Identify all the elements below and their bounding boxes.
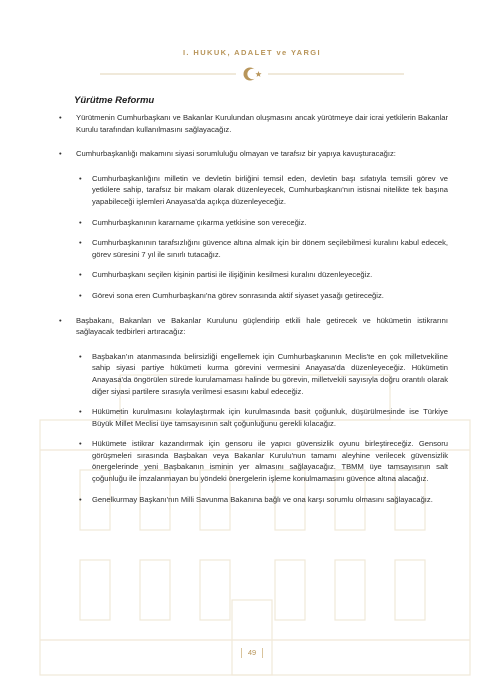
sub-list-item — [76, 438, 448, 484]
bullet: • — [59, 149, 62, 159]
chapter-title: I. HUKUK, ADALET ve YARGI — [182, 48, 322, 57]
bullet: • — [79, 407, 82, 417]
bullet: • — [79, 217, 82, 227]
sub-list-item-text: Cumhurbaşkanının tarafsızlığını güvence altına almak için bir dönem seçilebilmesi kuralını kabul edecek, görev süresini 7 yıl ile sınırlı tutacağız. — [92, 238, 448, 259]
sub-list-item-text: Cumhurbaşkanının kararname çıkarma yetkisine son vereceğiz. — [92, 217, 307, 227]
sub-list-item — [76, 494, 448, 506]
list-item-text: Başbakanı, Bakanları ve Bakanlar Kurulunu güçlendirip etkili hale getirecek ve hükümetin istikrarını sağlayacak tedbirleri artıracağız: — [76, 315, 448, 337]
sub-list-item-text: Hükümete istikrar kazandırmak için gensoru ile yapıcı güvensizlik oyunu birleştireceğiz. Gensoru görüşmeleri sırasında Başbakan veya Bakanlar Kurulu'nun tamamı aleyhine verilecek güvensizlik önergelerinde yeni Başbakanın isminin yer almasını sağlayacağız. TBMM üye tamsayısının salt çoğunluğu ile imzalanmayan bu yöndeki önergelerin işleme konulmamasını güvence altına alacağız. — [92, 439, 448, 484]
sub-list-item — [76, 217, 448, 229]
list-item-text: Yürütmenin Cumhurbaşkanı ve Bakanlar Kurulundan oluşmasını ancak yürütmeye dair icrai yetkilerin Bakanlar Kurulu tarafından kullanılmasını sağlayacağız. — [76, 113, 448, 134]
sub-list-item — [76, 173, 448, 208]
page-number-divider — [241, 648, 242, 658]
page-number — [0, 648, 504, 658]
sub-list-item-text: Başbakan'ın atanmasında belirsizliği engellemek için Cumhurbaşkanının Meclis'te en çok milletvekiline sahip siyasi partiye hükümeti kurma görevini vermesini Anayasa'da düzenleyeceğiz. Hükümetin Anayasa'da öngörülen sürede kurulamaması halinde bu görevin, milletvekili sayısıyla doğru orantılı olarak diğer siyasi partilere sırasıyla verilmesi esasını kabul edeceğiz. — [92, 351, 448, 396]
main-list — [56, 112, 448, 505]
section-heading: Yürütme Reformu — [74, 95, 155, 106]
sub-list-item-text: Görevi sona eren Cumhurbaşkanı'na görev sonrasında aktif siyaset yasağı getireceğiz. — [92, 290, 384, 300]
bullet: • — [59, 113, 62, 122]
list-item — [56, 112, 448, 135]
bullet: • — [59, 315, 62, 325]
sub-list-item — [76, 351, 448, 397]
list-item — [56, 315, 448, 506]
bullet: • — [79, 173, 82, 183]
list-item-text: Cumhurbaşkanlığı makamını siyasi sorumluluğu olmayan ve tarafsız bir yapıya kavuşturacağız: — [76, 149, 396, 159]
sub-list-item — [76, 406, 448, 429]
bullet: • — [79, 238, 82, 248]
crescent-star-divider — [100, 66, 404, 82]
document-body — [56, 112, 448, 518]
bullet: • — [79, 494, 82, 504]
page-number-divider — [262, 648, 263, 658]
sub-list-item-text: Cumhurbaşkanlığını milletin ve devletin birliğini temsil eden, devletin başı sıfatıyla temsili görev ve yetkilere sahip, tarafsız bir makam olarak düzenleyecek, Cumhurbaşkanı'nın istisnai nitelikte tek başına yapabileceği işlemleri Anayasa'da açıkça düzenleyeceğiz. — [92, 173, 448, 206]
bullet: • — [79, 290, 82, 300]
sub-list-item-text: Cumhurbaşkanı seçilen kişinin partisi ile ilişiğinin kesilmesi kuralını düzenleyeceğiz. — [92, 270, 373, 280]
page-number-text: 49 — [247, 648, 257, 657]
sub-list-item-text: Hükümetin kurulmasını kolaylaştırmak için kurulmasında basit çoğunluk, düşürülmesinde ise Türkiye Büyük Millet Meclisi üye tamsayısının salt çoğunluğunu gerekli kılacağız. — [92, 407, 448, 428]
sub-list-item — [76, 269, 448, 281]
bullet: • — [79, 270, 82, 280]
sub-list-item-text: Genelkurmay Başkanı'nın Milli Savunma Bakanına bağlı ve ona karşı sorumlu olmasını sağlayacağız. — [92, 494, 433, 504]
sub-list-item — [76, 290, 448, 302]
bullet: • — [79, 351, 82, 361]
sub-list — [76, 351, 448, 506]
list-item — [56, 148, 448, 301]
sub-list — [76, 173, 448, 302]
sub-list-item — [76, 237, 448, 260]
bullet: • — [79, 439, 82, 449]
